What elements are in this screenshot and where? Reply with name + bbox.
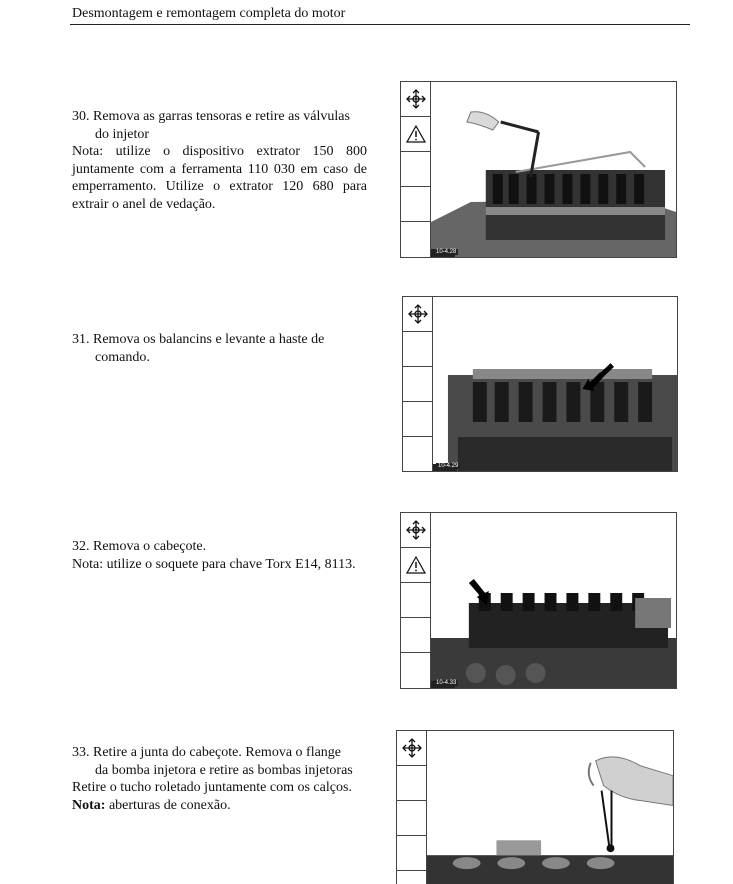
empty-cell: [401, 618, 430, 653]
step-33-line1: 33. Retire a junta do cabeçote. Remova o flange: [72, 745, 342, 760]
step-30-note: Nota: utilize o dispositivo extrator 150 800 juntamente com a ferramenta 110 030 em caso de emperramento. Utilize o extrator 120 680 para extrair o anel de vedação.: [72, 144, 367, 212]
empty-cell: [403, 332, 432, 367]
move-arrows-icon: [401, 513, 430, 548]
step-33-note: [72, 797, 367, 815]
figure-30-sidebar: [401, 82, 431, 257]
figure-30-label: 10-4.28: [436, 249, 457, 255]
engine-photo-30: [431, 82, 676, 257]
figure-33: [396, 730, 674, 884]
warning-triangle-icon: [401, 117, 430, 152]
step-30-line2: do injetor: [95, 126, 150, 142]
figure-31: [402, 296, 678, 472]
step-33-note-text: aberturas de conexão.: [105, 797, 231, 813]
figure-33-sidebar: [397, 731, 427, 884]
empty-cell: [403, 367, 432, 402]
step-32-line1: 32. Remova o cabeçote.: [72, 539, 207, 554]
figure-32-label: 10-4.33: [436, 680, 457, 686]
step-32: [72, 538, 367, 573]
step-30-line1: 30. Remova as garras tensoras e retire as válvulas: [72, 109, 350, 124]
empty-cell: [397, 836, 426, 871]
header-rule: [70, 24, 690, 25]
figure-30: [400, 81, 677, 258]
figure-31-label: 10-4.29: [438, 463, 459, 469]
figure-32: [400, 512, 677, 689]
step-32-note: Nota: utilize o soquete para chave Torx E14, 8113.: [72, 556, 356, 572]
engine-photo-32: [431, 513, 676, 688]
step-31-line1: 31. Remova os balancins e levante a haste de: [72, 332, 325, 347]
step-33-line2: da bomba injetora e retire as bombas injetoras: [95, 762, 353, 778]
move-arrows-icon: [397, 731, 426, 766]
warning-triangle-icon: [401, 548, 430, 583]
move-arrows-icon: [403, 297, 432, 332]
empty-cell: [401, 187, 430, 222]
step-30: [72, 108, 367, 213]
engine-photo-33: [427, 731, 673, 884]
step-31: [72, 331, 367, 366]
empty-cell: [401, 152, 430, 187]
figure-32-sidebar: [401, 513, 431, 688]
empty-cell: [397, 766, 426, 801]
step-31-line2: comando.: [95, 349, 150, 365]
step-33-line3: Retire o tucho roletado juntamente com os calços.: [72, 780, 352, 795]
step-33-note-label: Nota:: [72, 797, 106, 813]
engine-photo-31: [433, 297, 677, 471]
empty-cell: [397, 801, 426, 836]
figure-31-sidebar: [403, 297, 433, 471]
page-header: Desmontagem e remontagem completa do motor: [72, 6, 346, 21]
step-33: [72, 744, 367, 814]
empty-cell: [401, 583, 430, 618]
empty-cell: [403, 402, 432, 437]
move-arrows-icon: [401, 82, 430, 117]
